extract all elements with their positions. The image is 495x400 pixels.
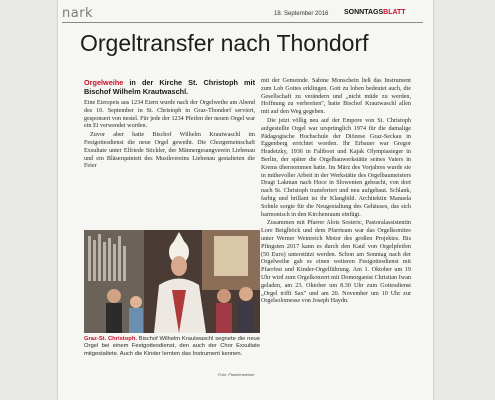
newspaper-logo xyxy=(344,9,406,16)
caption-text: Bischof Wilhelm Krautwaschl segnete die neue Orgel bei einem Festgottesdienst, den auch der Chor Exsultate mitgestaltete. Auch die Kinder lernten das Instrument kennen. xyxy=(84,336,260,357)
article-photo xyxy=(84,230,260,333)
header-rule xyxy=(62,22,423,23)
paragraph: Zuvor aber hatte Bischof Wilhelm Krautwaschl im Festgottesdienst die neue Orgel geweiht. Die Chorgemeinschaft Exsultate unter Elfriede Stickler, der Männergesangverein Liebenau und ein Bläserquintett des Musikvereins Liebenau gestalteten die Feier xyxy=(84,132,255,170)
paragraph: mit der Gemeinde. Sabine Monschein ließ das Instrument zum Lob Gottes erklingen. Gott zu loben bedeutet auch, die Gesellschaft zu verändern und „nicht müde zu werden, Hoffnung zu verbreiten", hatte Bischof Krautwaschl allen mit auf den Weg gegeben. xyxy=(261,78,411,116)
article-column-1 xyxy=(84,78,255,172)
paragraph: Zusammen mit Pfarrer Alois Sosteric, Pastoralassistentin Lore Beiglböck und dem Pfarrteam war das Orgelkomitee unter Werner Weinreich Motor des großen Projektes. Bis Pfingsten 2017 kann es durch den Kauf von Orgelpfeifen (50 Euro) unterstützt werden. Schon am Sonntag nach der Orgelweihe gab es einen weiteren Festgottesdienst mit Pfarrfest und Kinder-Orgelführung. Am 1. Oktober um 19 Uhr wird zum Orgelkonzert mit Domorganist Christian Iwan geladen, am 23. Oktober um 8.30 Uhr zum Gottesdienst „Orgel trifft Sax" und am 20. November um 10 Uhr zur Orgelsolomesse von Joseph Haydn. xyxy=(261,220,411,305)
kicker-highlight: Orgelweihe xyxy=(84,78,124,87)
newspaper-logo-prefix: SONNTAGS xyxy=(344,9,384,16)
kicker-text: in der Kirche St. Christoph mit Bischof Wilhelm Krautwaschl. xyxy=(84,78,255,96)
issue-date: 18. September 2016 xyxy=(274,11,329,17)
newspaper-logo-suffix: BLATT xyxy=(383,9,406,16)
photo-caption xyxy=(84,336,260,358)
caption-highlight: Graz-St. Christoph. xyxy=(84,336,137,342)
paragraph: Die jetzt völlig neu auf der Empore von St. Christoph aufgestellte Orgel war ursprünglich 1974 für die damalige Pädagogische Hochschule der Diözese Graz-Seckau in Eggenberg errichtet worden. Ihr Erbauer war Gregor Hradetzky, 1936 in Faltboot und Kajak Olympiasieger in Berlin, der später die Orgelbauwerkstätte seines Vaters in Krems übernommen hatte. Im März des Vorjahres wurde sie in mühevoller Arbeit in der Werkstätte des Orgelbaumeisters Dragi Lakman nach Hoce in Slowenien gebracht, von dort nach St. Christoph transferiert und neu aufgebaut. Schlank, farbig und brillant ist ihr Klangbild. Architektin Manuela Sohnle sorgte für die Neugestaltung des Gehäuses, das sich harmonisch in den Kirchenraum einfügt. xyxy=(261,117,411,218)
section-name: nark xyxy=(62,6,94,21)
article-kicker xyxy=(84,78,255,96)
photo-organ-blessing xyxy=(84,230,260,333)
article-title: Orgeltransfer nach Thondorf xyxy=(80,30,369,56)
newspaper-page xyxy=(58,0,433,400)
photo-credit: Foto: Plankensteiner xyxy=(218,372,255,377)
paragraph: Eine Eierspeis aus 1234 Eiern wurde nach der Orgelweihe am Abend des 10. September in St. Christoph in Graz-Thondorf serviert, gesponsert von nestel. Für jede der 1234 Pfeifen der neuen Orgel war ein Ei verwendet worden. xyxy=(84,100,255,130)
article-column-2 xyxy=(261,78,411,307)
